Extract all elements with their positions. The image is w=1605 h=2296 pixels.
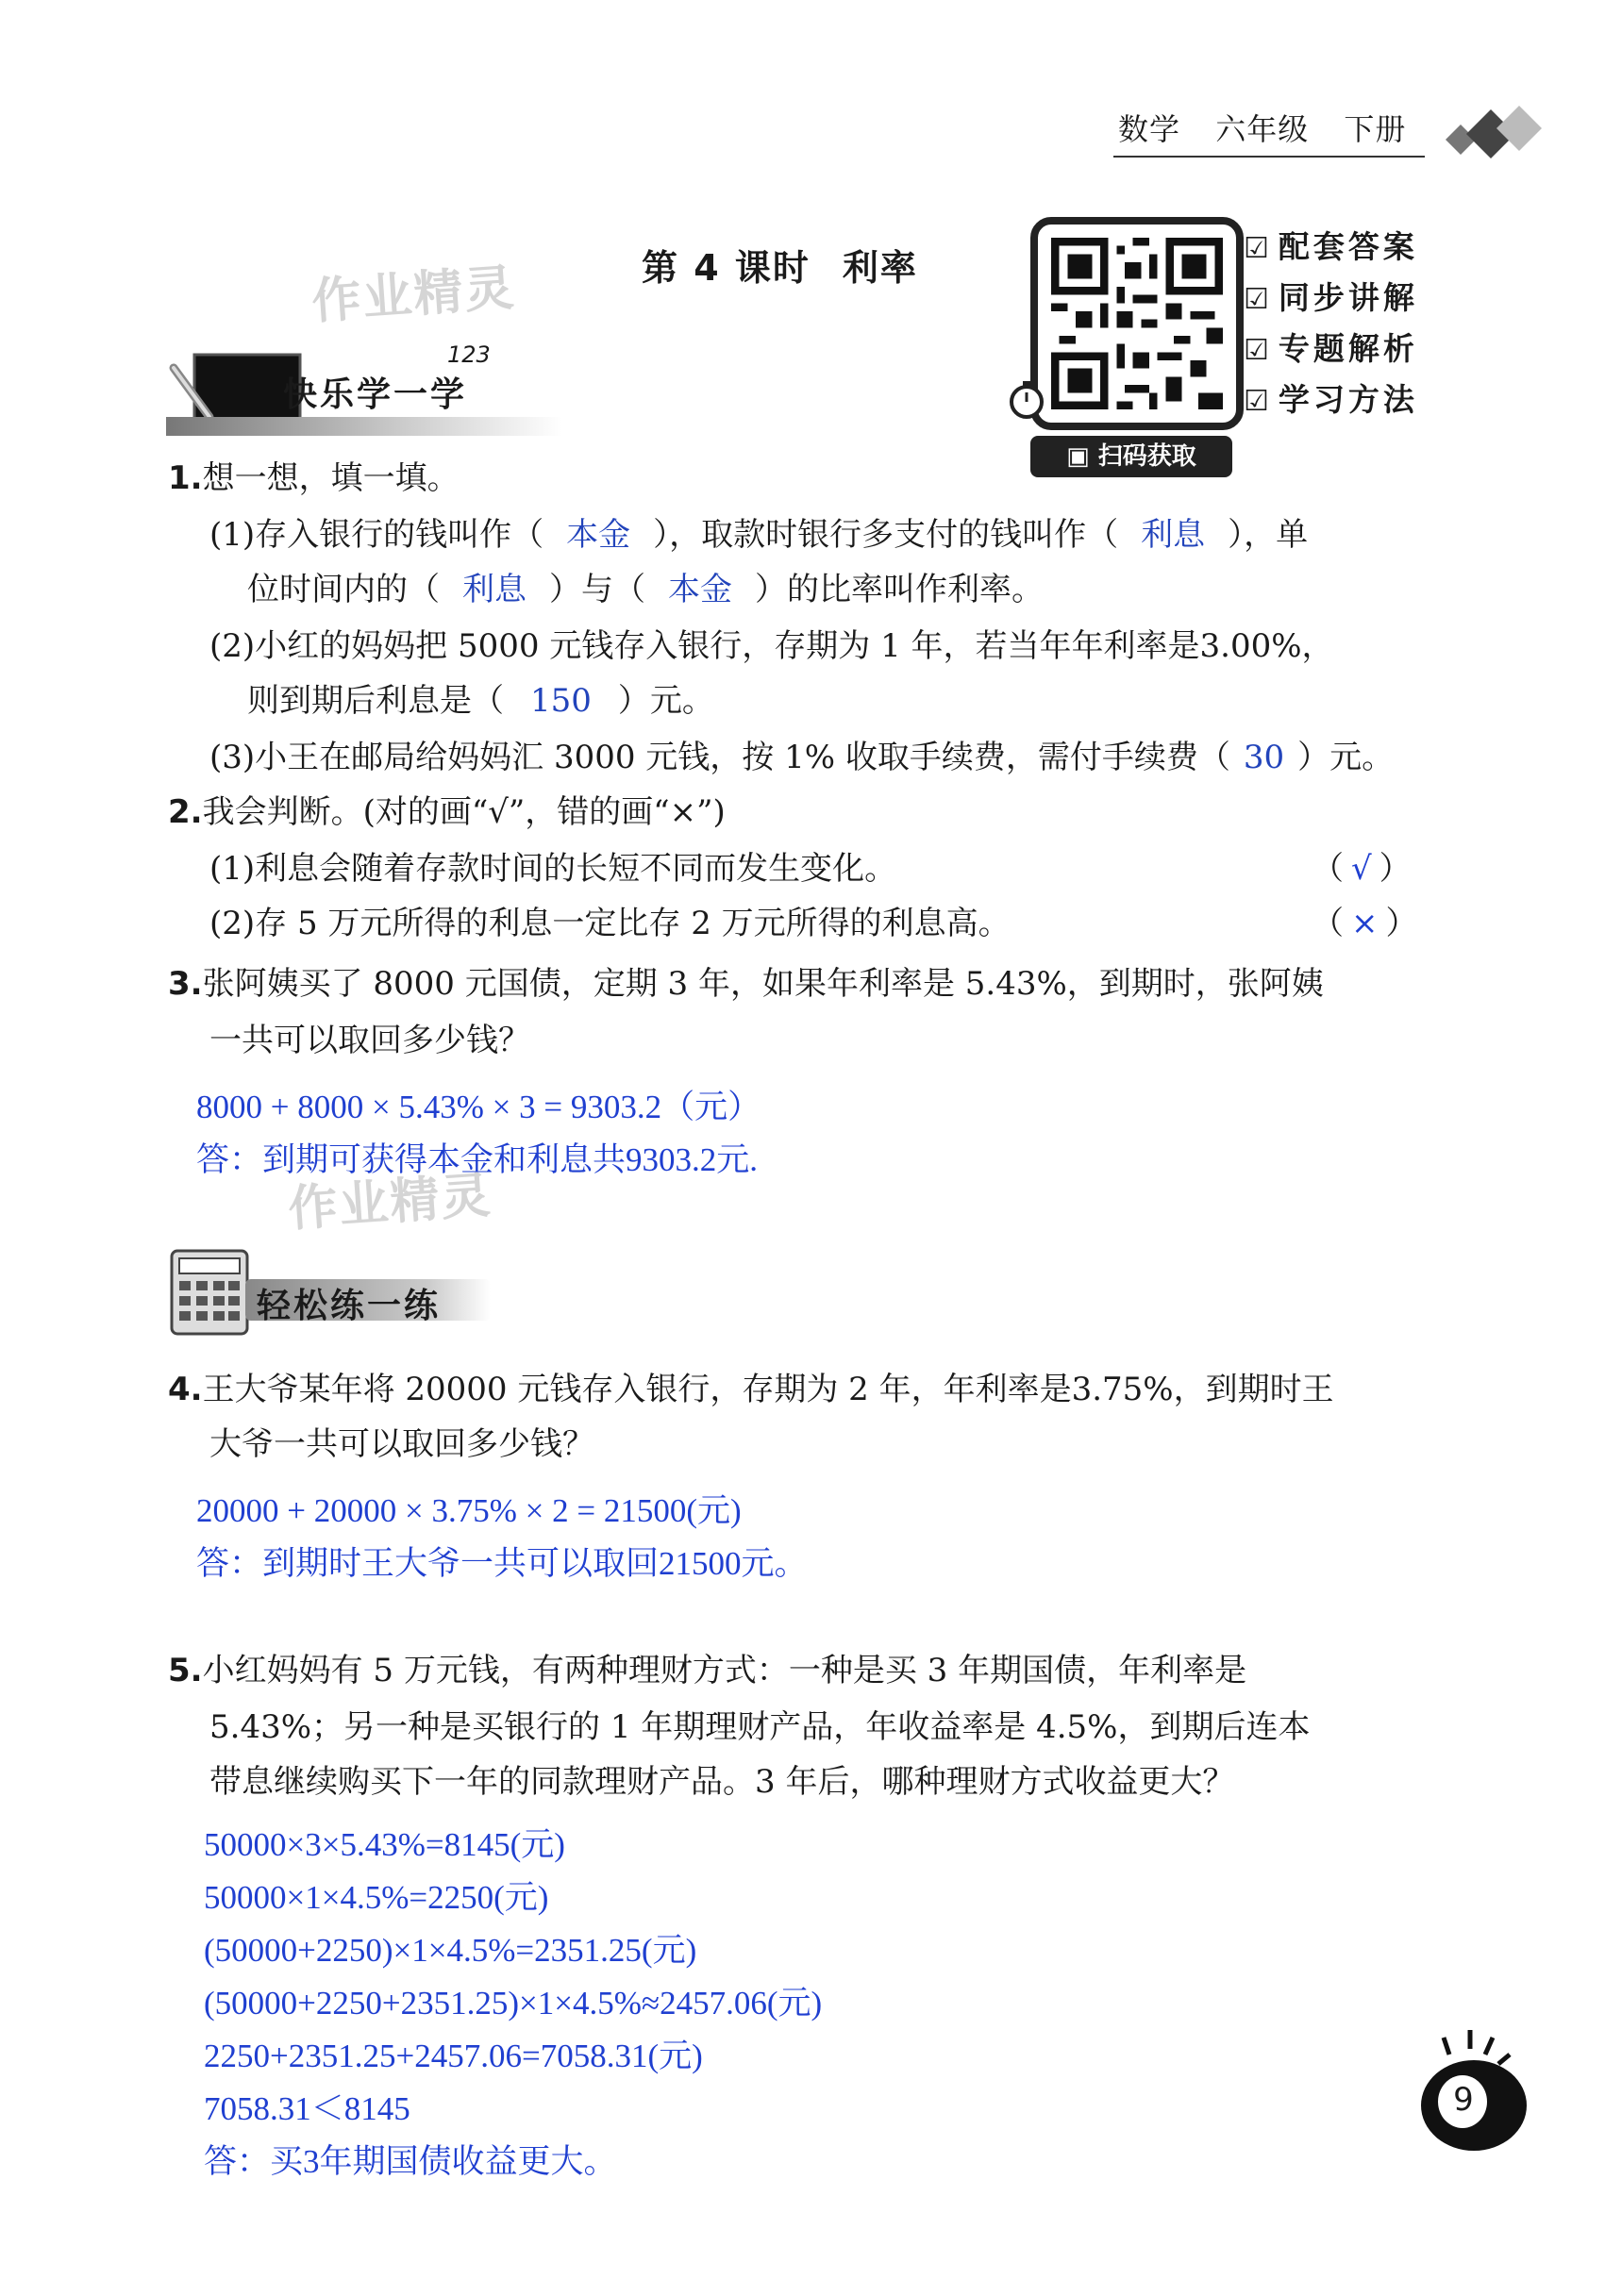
cross-mark-icon[interactable]: × <box>1351 905 1379 942</box>
q5-work-line4: (50000+2250+2351.25)×1×4.5%≈2457.06(元) <box>204 1985 823 2021</box>
checkbox-icon: ☑ <box>1244 385 1273 418</box>
q1-part1-line2: 位时间内的（ 利息 ）与（ 本金 ）的比率叫作利率。 <box>247 571 1044 608</box>
q1-number: 1. <box>168 459 203 497</box>
feature-item-methods: ☑ 学习方法 <box>1244 381 1418 418</box>
lesson-number: 第 4 课时 <box>642 247 811 289</box>
answer-blank[interactable]: 150 <box>530 682 592 720</box>
book-icon: ▣ <box>1066 442 1098 471</box>
stopwatch-icon <box>1006 379 1047 421</box>
q4-number: 4. <box>168 1371 203 1408</box>
q5-stem-line2: 5.43%；另一种是买银行的 1 年期理财产品，年收益率是 4.5%，到期后连本 <box>209 1708 1311 1746</box>
q1-part1-line1: (1)存入银行的钱叫作（ 本金 ），取款时银行多支付的钱叫作（ 利息 ），单 <box>209 516 1309 554</box>
lesson-topic: 利率 <box>842 247 918 289</box>
answer-blank[interactable]: 利息 <box>1141 516 1206 554</box>
section1-deco-numbers: 123 <box>447 341 491 368</box>
watermark-mid: 作业精灵 <box>286 1167 494 1239</box>
q2-item2: (2)存 5 万元所得的利息一定比存 2 万元所得的利息高。 <box>209 905 1011 942</box>
scan-to-get-label[interactable]: ▣ 扫码获取 <box>1030 436 1232 477</box>
header-volume: 下册 <box>1344 111 1407 147</box>
q2-item1: (1)利息会随着存款时间的长短不同而发生变化。 <box>209 850 897 888</box>
q5-work-line1: 50000×3×5.43%=8145(元) <box>204 1826 565 1863</box>
feature-item-lecture: ☑ 同步讲解 <box>1244 279 1418 316</box>
checkbox-icon: ☑ <box>1244 232 1273 265</box>
q3-stem-line2: 一共可以取回多少钱？ <box>209 1022 530 1059</box>
q5-work-line6: 7058.31＜8145 <box>204 2090 410 2127</box>
q5-stem-line3: 带息继续购买下一年的同款理财产品。3 年后，哪种理财方式收益更大？ <box>209 1763 1235 1801</box>
checkbox-icon: ☑ <box>1244 334 1273 367</box>
section1-underline <box>166 417 562 436</box>
feature-item-answers: ☑ 配套答案 <box>1244 228 1418 265</box>
q1-stem: 1.想一想，填一填。 <box>168 459 460 497</box>
q1-part2-line1: (2)小红的妈妈把 5000 元钱存入银行，存期为 1 年，若当年年利率是3.00%， <box>209 627 1334 665</box>
calculator-icon <box>166 1245 253 1339</box>
qr-code[interactable] <box>1030 217 1244 430</box>
q5-work-line5: 2250+2351.25+2457.06=7058.31(元) <box>204 2038 703 2074</box>
q2-item1-answer: （ √ ） <box>1312 850 1412 888</box>
q2-number: 2. <box>168 793 203 831</box>
q1-part3: (3)小王在邮局给妈妈汇 3000 元钱，按 1% 收取手续费，需付手续费（ 30 ）元。 <box>209 739 1395 776</box>
watermark-top: 作业精灵 <box>309 259 518 331</box>
q2-item2-answer: （ × ） <box>1312 905 1418 942</box>
checkbox-icon: ☑ <box>1244 283 1273 316</box>
feature-item-topics: ☑ 专题解析 <box>1244 330 1418 367</box>
section2-title: 轻松练一练 <box>257 1287 442 1325</box>
qr-pattern-icon <box>1051 238 1223 409</box>
book-header <box>1118 106 1430 149</box>
answer-blank[interactable]: 本金 <box>566 516 631 554</box>
page-number: 9 <box>1453 2081 1474 2119</box>
q4-stem-line1: 4.王大爷某年将 20000 元钱存入银行，存期为 2 年，年利率是3.75%，到期时王 <box>168 1371 1334 1408</box>
answer-blank[interactable]: 30 <box>1243 739 1285 776</box>
q5-number: 5. <box>168 1652 203 1689</box>
answer-blank[interactable]: 本金 <box>668 571 732 608</box>
q4-work-line1: 20000 + 20000 × 3.75% × 2 = 21500(元) <box>196 1492 742 1529</box>
q3-work-line1: 8000 + 8000 × 5.43% × 3 = 9303.2（元） <box>196 1089 761 1125</box>
q5-work-line3: (50000+2250)×1×4.5%=2351.25(元) <box>204 1932 697 1969</box>
q3-number: 3. <box>168 965 203 1003</box>
q5-work-line7: 答：买3年期国债收益更大。 <box>204 2143 617 2180</box>
answer-blank[interactable]: 利息 <box>462 571 527 608</box>
q5-stem-line1: 5.小红妈妈有 5 万元钱，有两种理财方式：一种是买 3 年期国债，年利率是 <box>168 1652 1247 1689</box>
q4-work-line2: 答：到期时王大爷一共可以取回21500元。 <box>196 1545 808 1582</box>
header-rule <box>1113 156 1425 158</box>
q3-work-line2: 答：到期可获得本金和利息共9303.2元. <box>196 1141 759 1178</box>
q4-stem-line2: 大爷一共可以取回多少钱？ <box>209 1425 594 1463</box>
lesson-title <box>642 239 918 291</box>
section1-title: 快乐学一学 <box>283 375 468 414</box>
diamond-decoration-icon <box>1434 92 1547 168</box>
q1-part2-line2: 则到期后利息是（ 150 ）元。 <box>247 682 714 720</box>
q2-stem: 2.我会判断。(对的画“√”，错的画“×”) <box>168 793 726 831</box>
header-subject: 数学 <box>1118 111 1181 147</box>
q3-stem-line1: 3.张阿姨买了 8000 元国债，定期 3 年，如果年利率是 5.43%，到期时，张阿姨 <box>168 965 1324 1003</box>
q5-work-line2: 50000×1×4.5%=2250(元) <box>204 1879 549 1916</box>
check-mark-icon[interactable]: √ <box>1351 850 1372 888</box>
header-grade: 六年级 <box>1215 111 1310 147</box>
